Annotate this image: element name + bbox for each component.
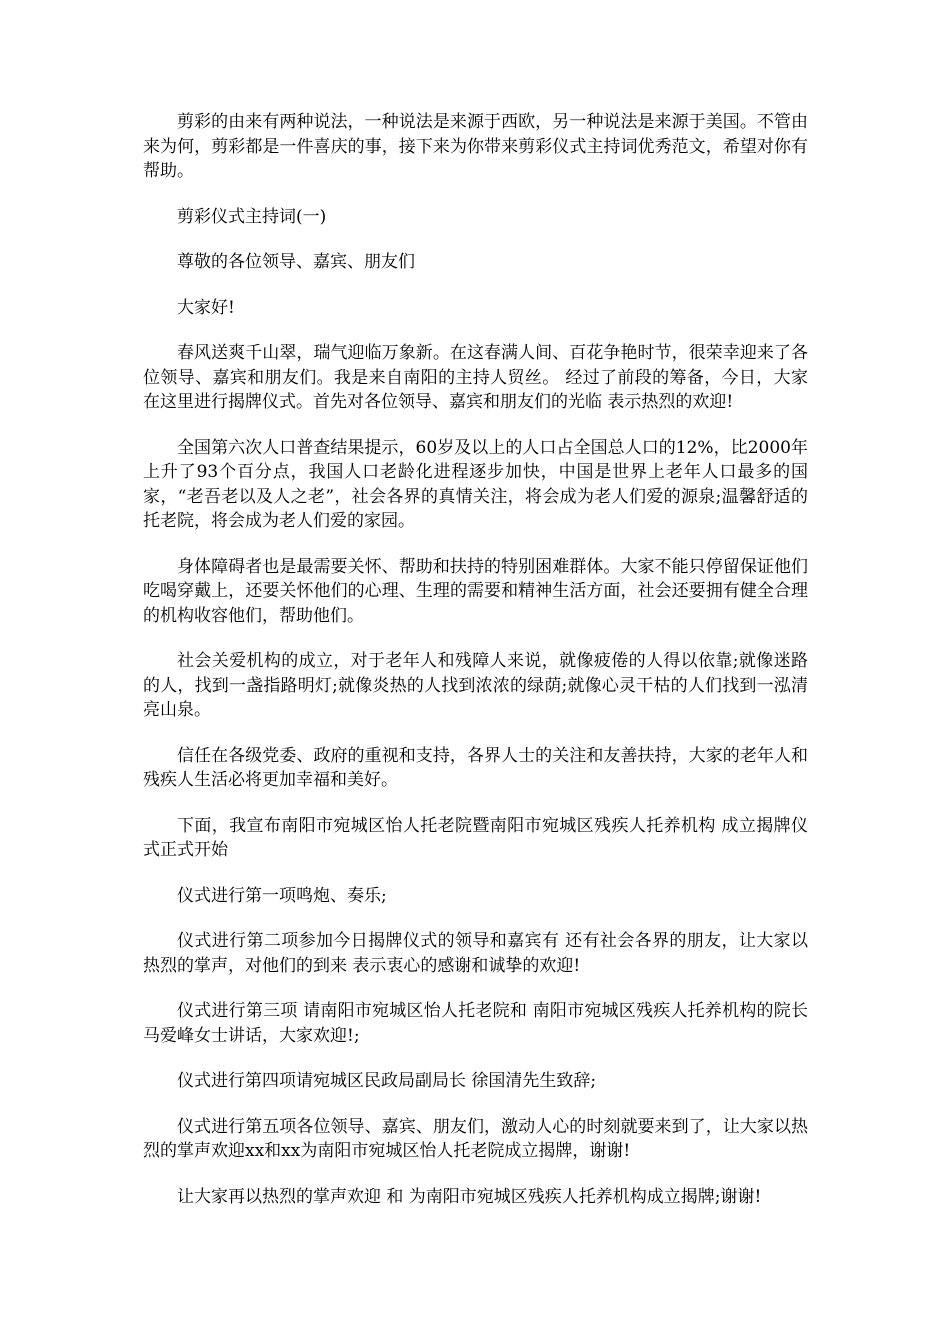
opening-paragraph: 春风送爽千山翠，瑞气迎临万象新。在这春满人间、百花争艳时节，很荣幸迎来了各位领导、嘉宾和朋友们。我是来自南阳的主持人贸丝。 经过了前段的筹备，今日，大家在这里进行揭牌仪式。首先对各位领导、嘉宾和朋友们的光临 表示热烈的欢迎! bbox=[143, 343, 808, 412]
closing-paragraph: 让大家再以热烈的掌声欢迎 和 为南阳市宛城区残疾人托养机构成立揭牌;谢谢! bbox=[177, 1186, 762, 1207]
greeting: 大家好! bbox=[177, 297, 235, 318]
ceremony-step-5: 仪式进行第五项各位领导、嘉宾、朋友们，激动人心的时刻就要来到了，让大家以热烈的掌声欢迎xx和xx为南阳市宛城区怡人托老院成立揭牌，谢谢! bbox=[143, 1116, 808, 1161]
document-body bbox=[143, 110, 808, 1230]
ceremony-step-4: 仪式进行第四项请宛城区民政局副局长 徐国清先生致辞; bbox=[177, 1071, 597, 1091]
disability-paragraph: 身体障碍者也是最需要关怀、帮助和扶持的特别困难群体。大家不能只停留保证他们吃喝穿戴上，还要关怀他们的心理、生理的需要和精神生活方面，社会还要拥有健全合理的机构收容他们，帮助他们。 bbox=[143, 556, 808, 626]
ceremony-step-3: 仪式进行第三项 请南阳市宛城区怡人托老院和 南阳市宛城区残疾人托养机构的院长 马爱峰女士讲话，大家欢迎!; bbox=[143, 1001, 808, 1046]
section-title: 剪彩仪式主持词(一) bbox=[177, 206, 327, 227]
ceremony-step-1: 仪式进行第一项鸣炮、奏乐; bbox=[177, 885, 387, 906]
intro-paragraph: 剪彩的由来有两种说法，一种说法是来源于西欧，另一种说法是来源于美国。不管由来为何，剪彩都是一件喜庆的事，接下来为你带来剪彩仪式主持词优秀范文，希望对你有帮助。 bbox=[143, 112, 808, 181]
census-paragraph: 全国第六次人口普查结果提示，60岁及以上的人口占全国总人口的12%，比2000年上升了93个百分点，我国人口老龄化进程逐步加快，中国是世界上老年人口最多的国家，“老吾老以及人之老”，社会各界的真情关注，将会成为老人们爱的源泉;温馨舒适的托老院，将会成为老人们爱的家园。 bbox=[143, 437, 808, 531]
support-paragraph: 信任在各级党委、政府的重视和支持，各界人士的关注和友善扶持，大家的老年人和残疾人生活必将更加幸福和美好。 bbox=[143, 745, 808, 790]
ceremony-step-2: 仪式进行第二项参加今日揭牌仪式的领导和嘉宾有 还有社会各界的朋友，让大家以热烈的掌声，对他们的到来 表示衷心的感谢和诚挚的欢迎! bbox=[143, 931, 808, 976]
announcement-paragraph: 下面，我宣布南阳市宛城区怡人托老院暨南阳市宛城区残疾人托养机构 成立揭牌仪式正式开始 bbox=[143, 815, 808, 860]
salutation: 尊敬的各位领导、嘉宾、朋友们 bbox=[177, 252, 415, 272]
institution-paragraph: 社会关爱机构的成立，对于老年人和残障人来说，就像疲倦的人得以依靠;就像迷路的人，找到一盏指路明灯;就像炎热的人找到浓浓的绿荫;就像心灵干枯的人们找到一泓清亮山泉。 bbox=[143, 651, 808, 720]
